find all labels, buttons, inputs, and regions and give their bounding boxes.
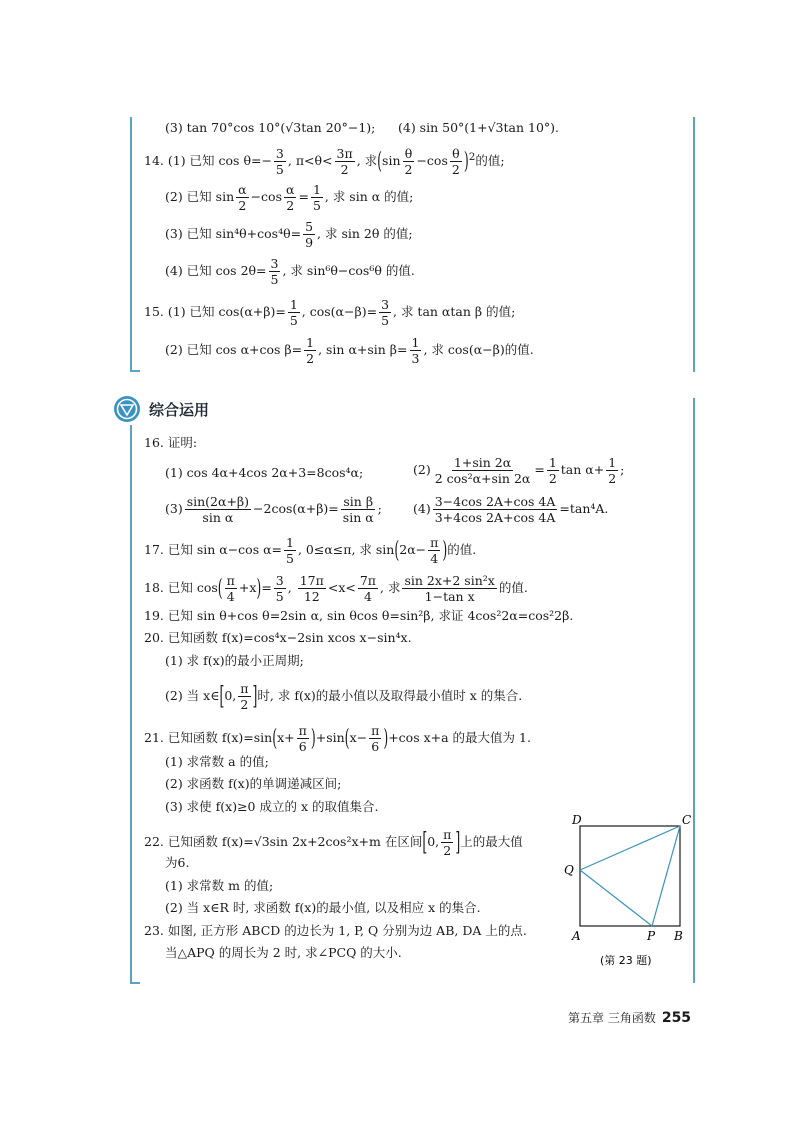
fraction: $\frac{1}{2}$ bbox=[306, 335, 315, 367]
section-heading bbox=[113, 395, 209, 423]
problem-16-lead: 16. 证明: bbox=[144, 435, 198, 450]
page-number: 255 bbox=[661, 1010, 692, 1026]
problem-18: 18. 已知 cos( $\frac{\pi}{4}$ +x)= $\frac{3}{5}$ , $\frac{17\pi}{12}$ <x< $\frac{7\pi}{4}$ , 求 $\frac{\text{sin 2x+2 sin²x}}{\text{1−tan x}}$ 的值. bbox=[144, 572, 528, 605]
label-b: B bbox=[674, 929, 683, 943]
problem-21-stem: 21. 已知函数 f(x)=sin(x+ $\frac{\pi}{6}$ )+sin(x− $\frac{\pi}{6}$ )+cos x+a 的最大值为 1. bbox=[144, 722, 531, 755]
fraction: $\frac{1}{5}$ bbox=[286, 535, 294, 567]
problem-23-line-2: 当△APQ 的周长为 2 时, 求∠PCQ 的大小. bbox=[165, 945, 402, 960]
label-d: D bbox=[572, 813, 582, 827]
text: , π<θ< bbox=[287, 153, 333, 169]
fraction: $\frac{\theta}{2}$ bbox=[404, 146, 413, 178]
problem-17: 17. 已知 sin α−cos α= $\frac{1}{5}$ , 0≤α≤π, 求 sin(2α− $\frac{\pi}{4}$ )的值. bbox=[144, 534, 477, 567]
fraction: $\frac{\pi}{4}$ bbox=[430, 535, 439, 567]
fraction: $\frac{1+\sin 2\alpha}{\text{2 cos²α+sin 2α}}$ bbox=[434, 455, 531, 487]
problem-15-part-1: 15. (1) 已知 cos(α+β)= $\frac{1}{5}$ , cos(α−β)= $\frac{3}{5}$ , 求 tan αtan β 的值; bbox=[144, 297, 516, 329]
segment-qc bbox=[580, 826, 680, 870]
problem-21-part-3: (3) 求使 f(x)≥0 成立的 x 的取值集合. bbox=[165, 799, 379, 814]
text: , 求 bbox=[356, 153, 378, 169]
fraction: $\frac{17\pi}{12}$ bbox=[299, 573, 324, 605]
fraction: $\frac{\text{sin β}}{\text{sin α}}$ bbox=[342, 494, 374, 526]
problem-16-part-1: (1) cos 4α+4cos 2α+3=8cos⁴α; bbox=[165, 465, 364, 480]
fraction: $\frac{1}{5}$ bbox=[289, 297, 298, 329]
section-title: 综合运用 bbox=[149, 400, 210, 419]
page-footer bbox=[568, 1009, 691, 1026]
top-box-right-border bbox=[693, 117, 695, 372]
fraction: $\frac{7\pi}{4}$ bbox=[359, 573, 377, 605]
fraction: $\frac{3}{5}$ bbox=[275, 573, 284, 605]
problem-16-part-2: (2) $\frac{1+\sin 2\alpha}{\text{2 cos²α+sin 2α}}$ = $\frac{1}{2}$ tan α+ $\frac{1}{2}$ ; bbox=[413, 455, 625, 487]
fraction: $\frac{\text{sin 2x+2 sin²x}}{\text{1−tan x}}$ bbox=[404, 573, 495, 605]
problem-13-part-4-text: (4) sin 50°(1+√3tan 10°). bbox=[398, 120, 559, 135]
fraction: $\frac{\pi}{2}$ bbox=[240, 681, 249, 713]
fraction: $\frac{\pi}{4}$ bbox=[226, 573, 235, 605]
fraction: $\frac{3-4\cos 2A+\cos 4A}{3+4\cos 2A+\cos 4A}$ bbox=[434, 494, 556, 526]
fraction: $\frac{\pi}{6}$ bbox=[371, 723, 380, 755]
problem-14-part-3: (3) 已知 sin⁴θ+cos⁴θ= $\frac{5}{9}$ , 求 sin 2θ 的值; bbox=[165, 219, 413, 251]
problem-21-part-2: (2) 求函数 f(x)的单调递减区间; bbox=[165, 776, 342, 791]
problem-22-continued: 为6. bbox=[165, 855, 190, 870]
problem-22-stem: 22. 已知函数 f(x)=√3sin 2x+2cos²x+m 在区间[0, $\frac{\pi}{2}$ ]上的最大值 bbox=[144, 825, 523, 859]
fraction: $\frac{1}{5}$ bbox=[312, 182, 321, 214]
label-a: A bbox=[572, 929, 581, 943]
segment-qp bbox=[580, 870, 652, 926]
section-left-border bbox=[130, 425, 132, 983]
problem-number: 15. bbox=[144, 304, 164, 320]
problem-20-part-1: (1) 求 f(x)的最小正周期; bbox=[165, 653, 304, 668]
fraction: $\frac{3\pi}{2}$ bbox=[336, 146, 353, 178]
fraction: $\frac{1}{2}$ bbox=[608, 455, 617, 487]
top-box-bottom-border bbox=[130, 370, 140, 372]
fraction: $\frac{3}{5}$ bbox=[275, 146, 284, 178]
chapter-label: 第五章 三角函数 bbox=[568, 1011, 656, 1025]
fraction: $\frac{\pi}{2}$ bbox=[443, 827, 452, 859]
fraction: $\frac{\alpha}{2}$ bbox=[286, 182, 295, 214]
problem-21-part-1: (1) 求常数 a 的值; bbox=[165, 754, 269, 769]
section-bottom-border bbox=[130, 982, 140, 984]
problem-22-part-2: (2) 当 x∈R 时, 求函数 f(x)的最小值, 以及相应 x 的集合. bbox=[165, 900, 481, 915]
top-box-left-border bbox=[130, 117, 132, 372]
problem-14-part-2: (2) 已知 sin $\frac{\alpha}{2}$ −cos $\frac{\alpha}{2}$ = $\frac{1}{5}$ , 求 sin α 的值; bbox=[165, 182, 414, 214]
problem-14-part-1: 14. (1) 已知 cos θ=− $\frac{3}{5}$ , π<θ< $\frac{3\pi}{2}$ , 求(sin $\frac{\theta}{2}$ −cos $\frac{\theta}{2}$ )$^2$的值; bbox=[144, 145, 505, 178]
section-badge-icon bbox=[113, 395, 141, 423]
fraction: $\frac{\alpha}{2}$ bbox=[238, 182, 247, 214]
fraction: $\frac{1}{3}$ bbox=[411, 335, 420, 367]
problem-13-part-3 bbox=[165, 122, 375, 135]
square-figure bbox=[560, 812, 700, 972]
problem-16-part-3: (3) $\frac{\sin(2\alpha+\beta)}{\text{sin α}}$ −2cos(α+β)= $\frac{\text{sin β}}{\text{sin α}}$ ; bbox=[165, 494, 382, 526]
problem-13-part-4 bbox=[398, 122, 559, 135]
fraction: $\frac{1}{2}$ bbox=[548, 455, 557, 487]
problem-13-part-3-text: (3) tan 70°cos 10°(√3tan 20°−1); bbox=[165, 120, 376, 135]
fraction: $\frac{\pi}{6}$ bbox=[298, 723, 307, 755]
problem-20-stem: 20. 已知函数 f(x)=cos⁴x−2sin xcos x−sin⁴x. bbox=[144, 630, 412, 645]
problem-16-part-4: (4) $\frac{3-4\cos 2A+\cos 4A}{3+4\cos 2A+\cos 4A}$ =tan⁴A. bbox=[413, 494, 609, 526]
label-c: C bbox=[682, 813, 692, 827]
text: (1) 已知 cos θ=− bbox=[167, 153, 272, 169]
fraction: $\frac{5}{9}$ bbox=[305, 219, 314, 251]
figure-caption: (第 23 题) bbox=[600, 954, 652, 967]
problem-23-line-1: 23. 如图, 正方形 ABCD 的边长为 1, P, Q 分别为边 AB, DA 上的点. bbox=[144, 923, 527, 938]
problem-number: 16. bbox=[144, 435, 164, 450]
problem-15-part-2: (2) 已知 cos α+cos β= $\frac{1}{2}$ , sin α+sin β= $\frac{1}{3}$ , 求 cos(α−β)的值. bbox=[165, 335, 534, 367]
fraction: $\frac{\theta}{2}$ bbox=[451, 146, 460, 178]
problem-14-part-4: (4) 已知 cos 2θ= $\frac{3}{5}$ , 求 sin⁶θ−cos⁶θ 的值. bbox=[165, 256, 415, 288]
problem-19: 19. 已知 sin θ+cos θ=2sin α, sin θcos θ=sin²β, 求证 4cos²2α=cos²2β. bbox=[144, 608, 574, 623]
square-outline bbox=[580, 826, 680, 926]
fraction: $\frac{\sin(2\alpha+\beta)}{\text{sin α}}$ bbox=[186, 494, 250, 526]
segment-pc bbox=[652, 826, 680, 926]
fraction: $\frac{3}{5}$ bbox=[381, 297, 390, 329]
fraction: $\frac{3}{5}$ bbox=[270, 256, 279, 288]
problem-number: 14. bbox=[144, 153, 164, 169]
square-diagram bbox=[560, 812, 700, 972]
label-p: P bbox=[647, 929, 656, 943]
problem-20-part-2: (2) 当 x∈[0, $\frac{\pi}{2}$ ]时, 求 f(x)的最小值以及取得最小值时 x 的集合. bbox=[165, 679, 523, 713]
problem-22-part-1: (1) 求常数 m 的值; bbox=[165, 878, 274, 893]
label-q: Q bbox=[564, 863, 574, 877]
